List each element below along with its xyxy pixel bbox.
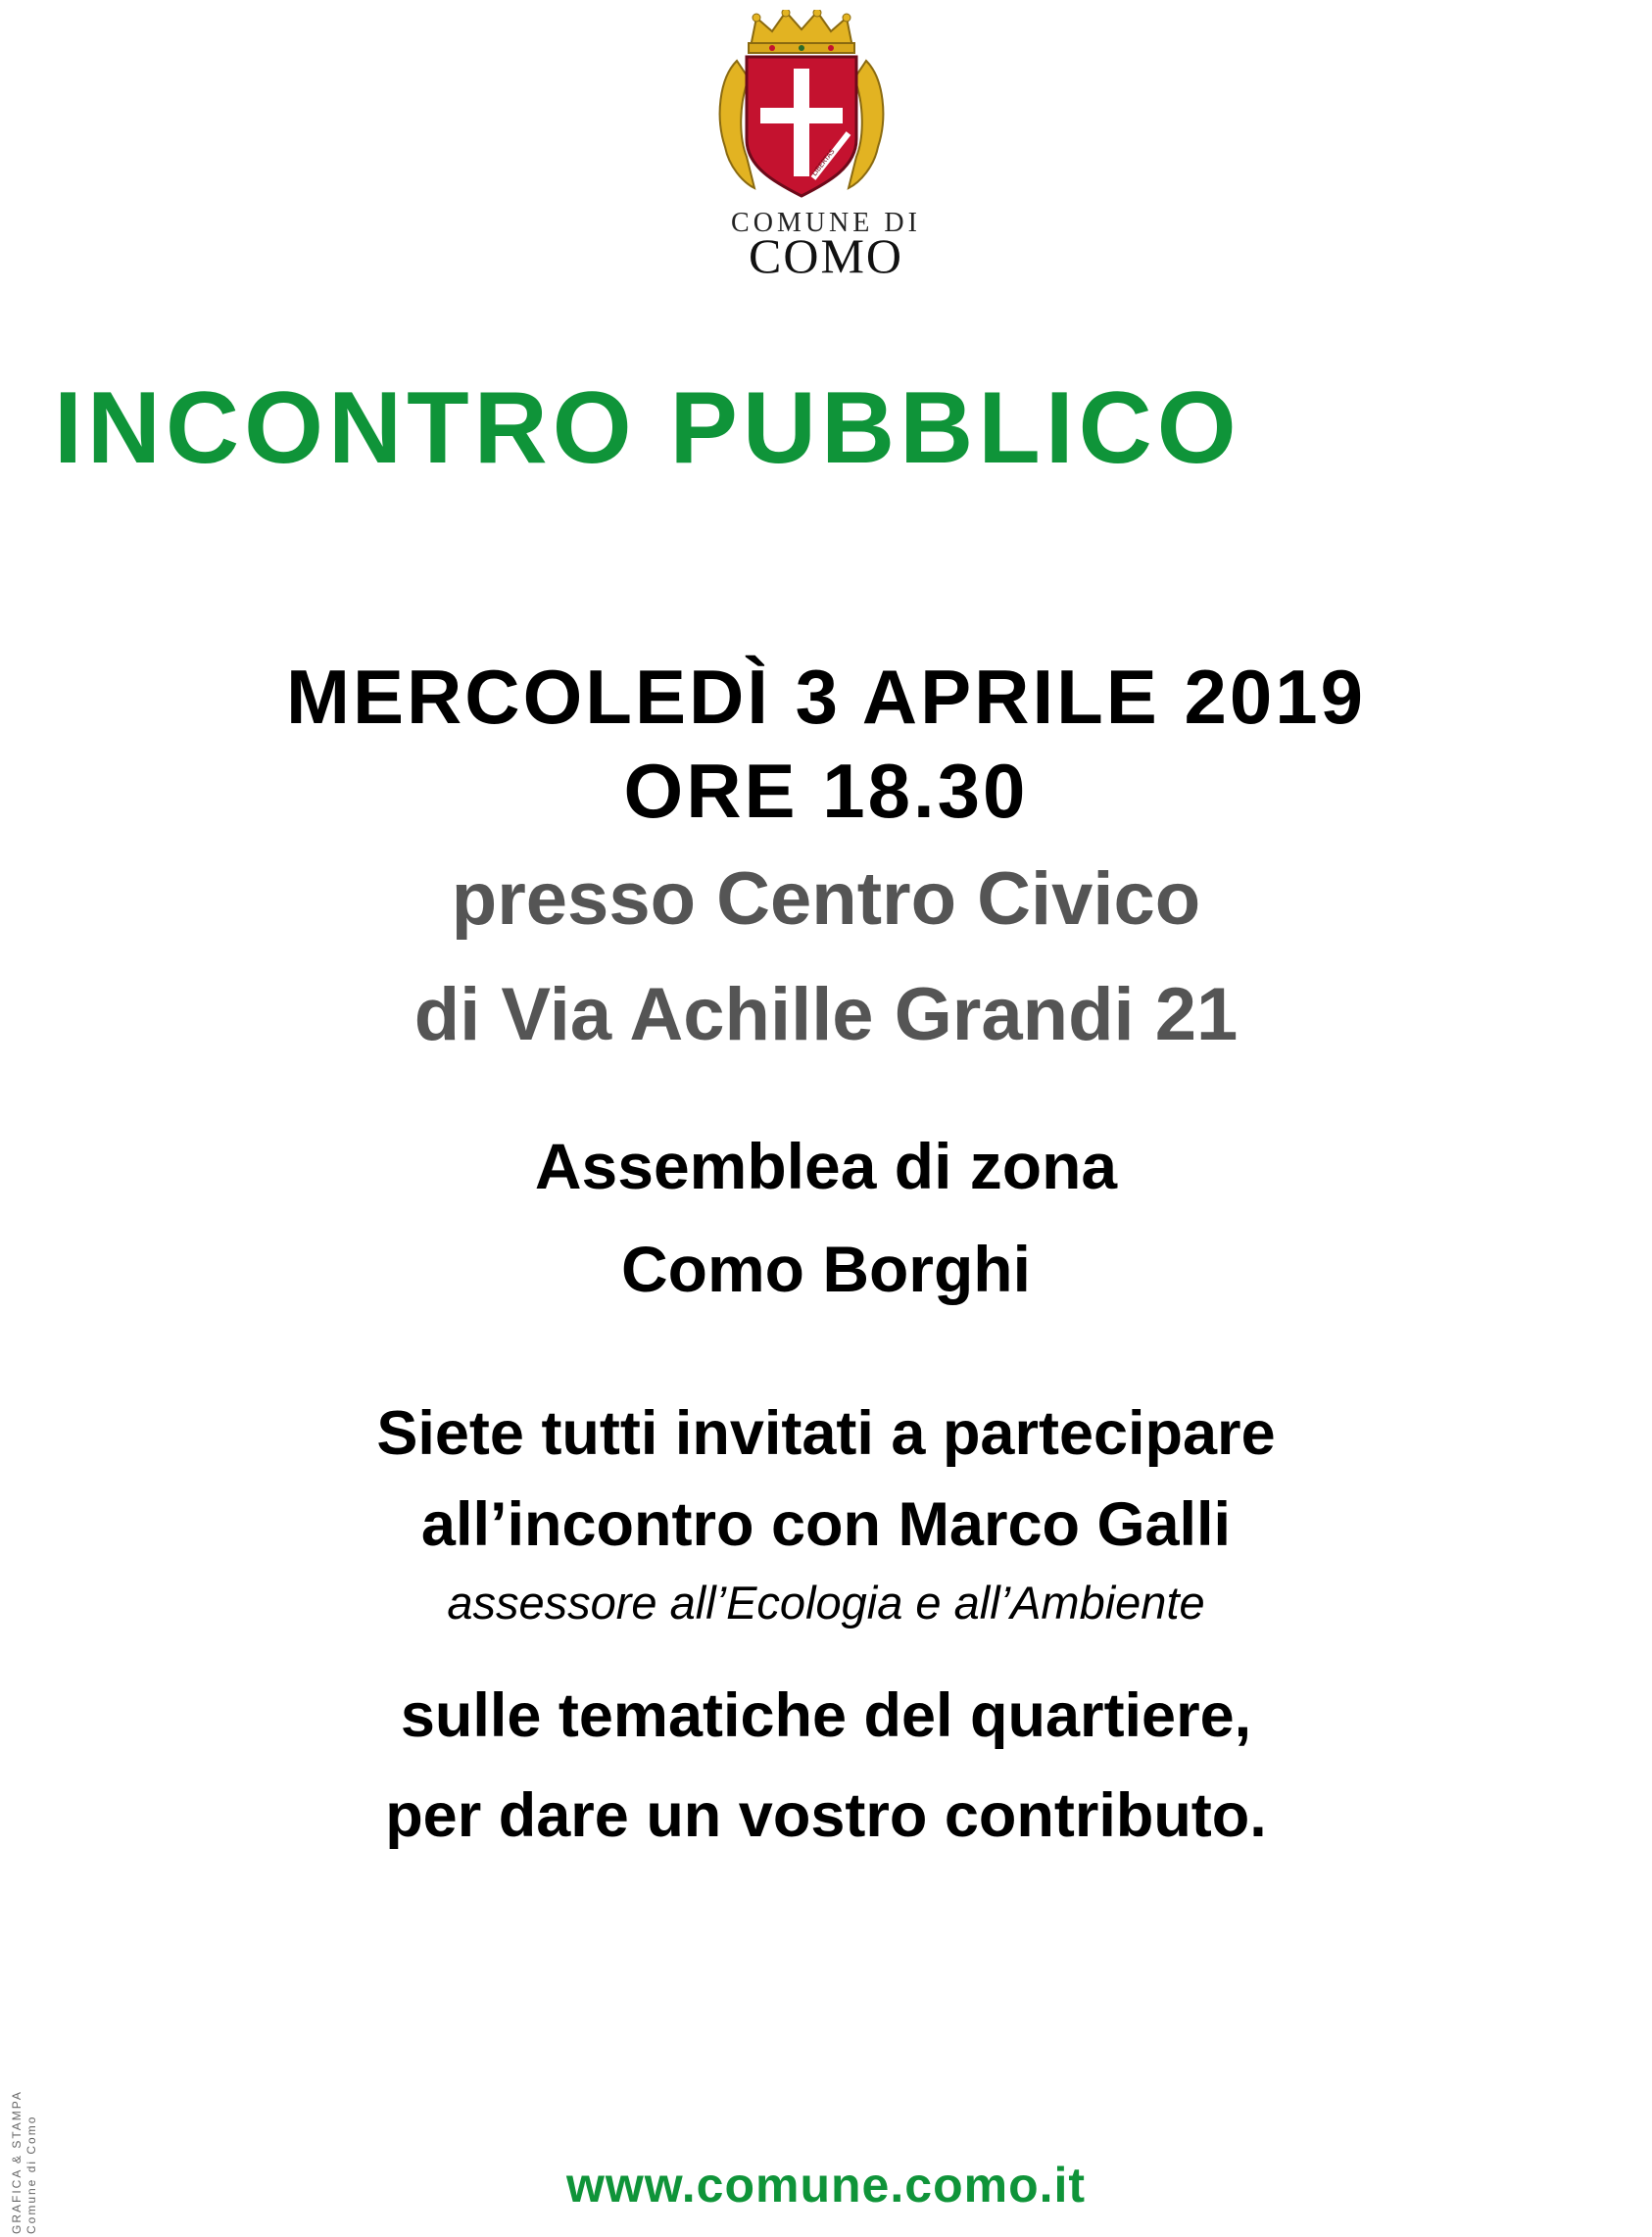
- print-credit-line-2: Comune di Como: [24, 2115, 38, 2234]
- invite-line-3: sulle tematiche del quartiere,: [400, 1681, 1252, 1750]
- crest-motto: LIBERTAS: [810, 147, 837, 178]
- event-location-line-2: di Via Achille Grandi 21: [413, 973, 1239, 1056]
- invite-line-2: all’incontro con Marco Galli: [420, 1490, 1232, 1559]
- event-location-line-1: presso Centro Civico: [451, 857, 1201, 941]
- crown-icon: [749, 10, 854, 53]
- website-link[interactable]: www.comune.como.it: [565, 2158, 1087, 2213]
- assembly-line-2: Como Borghi: [621, 1233, 1031, 1305]
- invite-line-1: Siete tutti invitati a partecipare: [376, 1399, 1276, 1468]
- print-credit-line-1: GRAFICA & STAMPA: [10, 2090, 24, 2234]
- assembly-line-1: Assemblea di zona: [534, 1130, 1118, 1202]
- event-time: ORE 18.30: [623, 748, 1029, 834]
- comune-di-como-crest-logo: [704, 10, 899, 206]
- comune-di-label: COMUNE DI: [731, 208, 921, 238]
- event-date: MERCOLEDÌ 3 APRILE 2019: [285, 654, 1367, 740]
- page-title: INCONTRO PUBBLICO: [54, 371, 1241, 485]
- speaker-role: assessore all’Ecologia e all’Ambiente: [447, 1577, 1205, 1629]
- city-name-label: COMO: [748, 228, 904, 283]
- invite-line-4: per dare un vostro contributo.: [385, 1781, 1267, 1850]
